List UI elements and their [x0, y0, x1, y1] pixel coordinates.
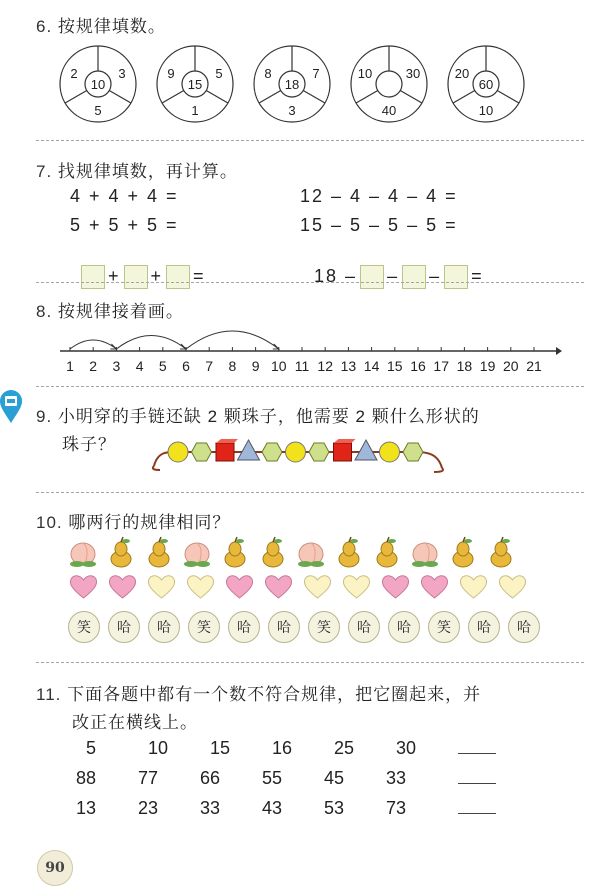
answer-box[interactable]: [360, 265, 384, 289]
character-token: 哈: [348, 611, 380, 643]
divider: [36, 386, 584, 387]
bracelet: [148, 430, 448, 476]
heart-icon: [341, 574, 372, 600]
question-11-line2: 改正在横线上。: [72, 713, 198, 732]
sequence-row-3: 13 23 33 43 53 73: [76, 798, 496, 819]
answer-box[interactable]: [81, 265, 105, 289]
tick-label: 7: [205, 358, 214, 374]
cube-bead: [216, 443, 234, 461]
equation-right-1: 12 – 4 – 4 – 4 =: [300, 186, 458, 206]
wheel-top-right: 7: [312, 66, 320, 81]
tick-label: 20: [503, 358, 519, 374]
tick-label: 8: [228, 358, 237, 374]
character-token: 笑: [188, 611, 220, 643]
pear-icon: [334, 536, 364, 568]
hexagon-bead: [309, 443, 329, 461]
heart-icon: [185, 574, 216, 600]
number-wheel: [448, 46, 524, 122]
question-10-title: 10. 哪两行的规律相同？: [36, 513, 231, 532]
wheel-center: 10: [90, 77, 106, 92]
divider: [36, 662, 584, 663]
page-number: 90: [37, 850, 73, 886]
cube-bead: [334, 443, 352, 461]
round-bead: [380, 442, 400, 462]
character-row: [68, 611, 540, 643]
answer-line[interactable]: [458, 799, 496, 814]
wheel-bottom: 10: [478, 103, 494, 118]
character-token: 哈: [148, 611, 180, 643]
pear-icon: [144, 536, 174, 568]
wheel-top-right: 30: [405, 66, 421, 81]
tick-label: 4: [135, 358, 144, 374]
location-pin-icon: [0, 390, 22, 424]
tick-label: 14: [363, 358, 380, 374]
question-7-title: 7. 找规律填数，再计算。: [36, 162, 238, 181]
tick-label: 9: [251, 358, 260, 374]
tick-label: 2: [89, 358, 98, 374]
divider: [36, 140, 584, 141]
question-11-title: 11. 下面各题中都有一个数不符合规律，把它圈起来，并: [36, 685, 482, 704]
round-bead: [168, 442, 188, 462]
fruit-row: [68, 536, 516, 568]
pear-icon: [486, 536, 516, 568]
jump-arc: [116, 336, 186, 350]
peach-icon: [68, 536, 98, 568]
peach-icon: [296, 536, 326, 568]
character-token: 哈: [388, 611, 420, 643]
divider: [36, 492, 584, 493]
heart-icon: [107, 574, 138, 600]
character-token: 笑: [428, 611, 460, 643]
answer-box[interactable]: [124, 265, 148, 289]
pear-icon: [372, 536, 402, 568]
character-token: 哈: [468, 611, 500, 643]
wheel-bottom: 5: [94, 103, 102, 118]
round-bead: [286, 442, 306, 462]
equation-left-1: 4 + 4 + 4 =: [70, 186, 179, 206]
tick-label: 6: [182, 358, 190, 374]
heart-icon: [68, 574, 99, 600]
question-9-line2: 珠子？: [62, 435, 116, 454]
tick-label: 1: [66, 358, 74, 374]
peach-icon: [410, 536, 440, 568]
wheel-bottom: 3: [288, 103, 296, 118]
heart-row: [68, 574, 528, 600]
heart-icon: [458, 574, 489, 600]
wheel-bottom: 40: [381, 103, 397, 118]
heart-icon: [224, 574, 255, 600]
pear-icon: [220, 536, 250, 568]
wheel-center: 15: [187, 77, 203, 92]
wheel-top-left: 9: [167, 66, 175, 81]
tick-label: 3: [112, 358, 121, 374]
jump-arc: [186, 331, 279, 349]
question-9-title: 9. 小明穿的手链还缺 2 颗珠子，他需要 2 颗什么形状的: [36, 407, 480, 426]
tick-label: 17: [433, 358, 449, 374]
number-wheel: [157, 46, 233, 122]
heart-icon: [497, 574, 528, 600]
wheel-top-left: 20: [454, 66, 470, 81]
character-token: 哈: [108, 611, 140, 643]
tick-label: 5: [158, 358, 167, 374]
wheel-center: 60: [478, 77, 494, 92]
equation-right-2: 15 – 5 – 5 – 5 =: [300, 215, 458, 235]
equation-left-3: + + =: [64, 244, 206, 289]
peach-icon: [182, 536, 212, 568]
equation-right-3: 18 – – – =: [300, 244, 484, 289]
answer-box[interactable]: [444, 265, 468, 289]
wheel-top-right: 5: [215, 66, 223, 81]
wheel-center: 18: [284, 77, 300, 92]
number-wheel: [351, 46, 427, 122]
answer-box[interactable]: [402, 265, 426, 289]
sequence-row-2: 88 77 66 55 45 33: [76, 768, 496, 789]
character-token: 笑: [308, 611, 340, 643]
tick-label: 19: [479, 358, 496, 374]
triangle-bead: [238, 440, 260, 460]
number-wheel: [60, 46, 136, 122]
hexagon-bead: [192, 443, 212, 461]
question-8-title: 8. 按规律接着画。: [36, 302, 184, 321]
equation-left-2: 5 + 5 + 5 =: [70, 215, 179, 235]
tick-label: 10: [271, 358, 287, 374]
wheel-top-left: 10: [357, 66, 373, 81]
pear-icon: [106, 536, 136, 568]
tick-label: 12: [317, 358, 333, 374]
divider: [36, 282, 584, 283]
tick-label: 15: [387, 358, 403, 374]
number-wheels: [56, 42, 546, 126]
character-token: 哈: [268, 611, 300, 643]
answer-line[interactable]: [458, 739, 496, 754]
character-token: 哈: [508, 611, 540, 643]
wheel-top-left: 8: [264, 66, 272, 81]
heart-icon: [146, 574, 177, 600]
wheel-top-left: 2: [70, 66, 78, 81]
wheel-top-right: 3: [118, 66, 126, 81]
hexagon-bead: [262, 443, 282, 461]
triangle-bead: [355, 440, 377, 460]
tick-label: 18: [456, 358, 473, 374]
tick-label: 11: [294, 358, 310, 374]
heart-icon: [263, 574, 294, 600]
number-wheel: [254, 46, 330, 122]
heart-icon: [419, 574, 450, 600]
answer-box[interactable]: [166, 265, 190, 289]
pear-icon: [448, 536, 478, 568]
tick-label: 21: [526, 358, 542, 374]
heart-icon: [380, 574, 411, 600]
hexagon-bead: [403, 443, 423, 461]
answer-line[interactable]: [458, 769, 496, 784]
sequence-row-1: 5 10 15 16 25 30: [86, 738, 496, 759]
wheel-bottom: 1: [191, 103, 199, 118]
pear-icon: [258, 536, 288, 568]
heart-icon: [302, 574, 333, 600]
number-line: [56, 316, 566, 376]
character-token: 哈: [228, 611, 260, 643]
tick-label: 13: [340, 358, 357, 374]
tick-label: 16: [410, 358, 426, 374]
question-6-title: 6. 按规律填数。: [36, 17, 166, 36]
character-token: 笑: [68, 611, 100, 643]
